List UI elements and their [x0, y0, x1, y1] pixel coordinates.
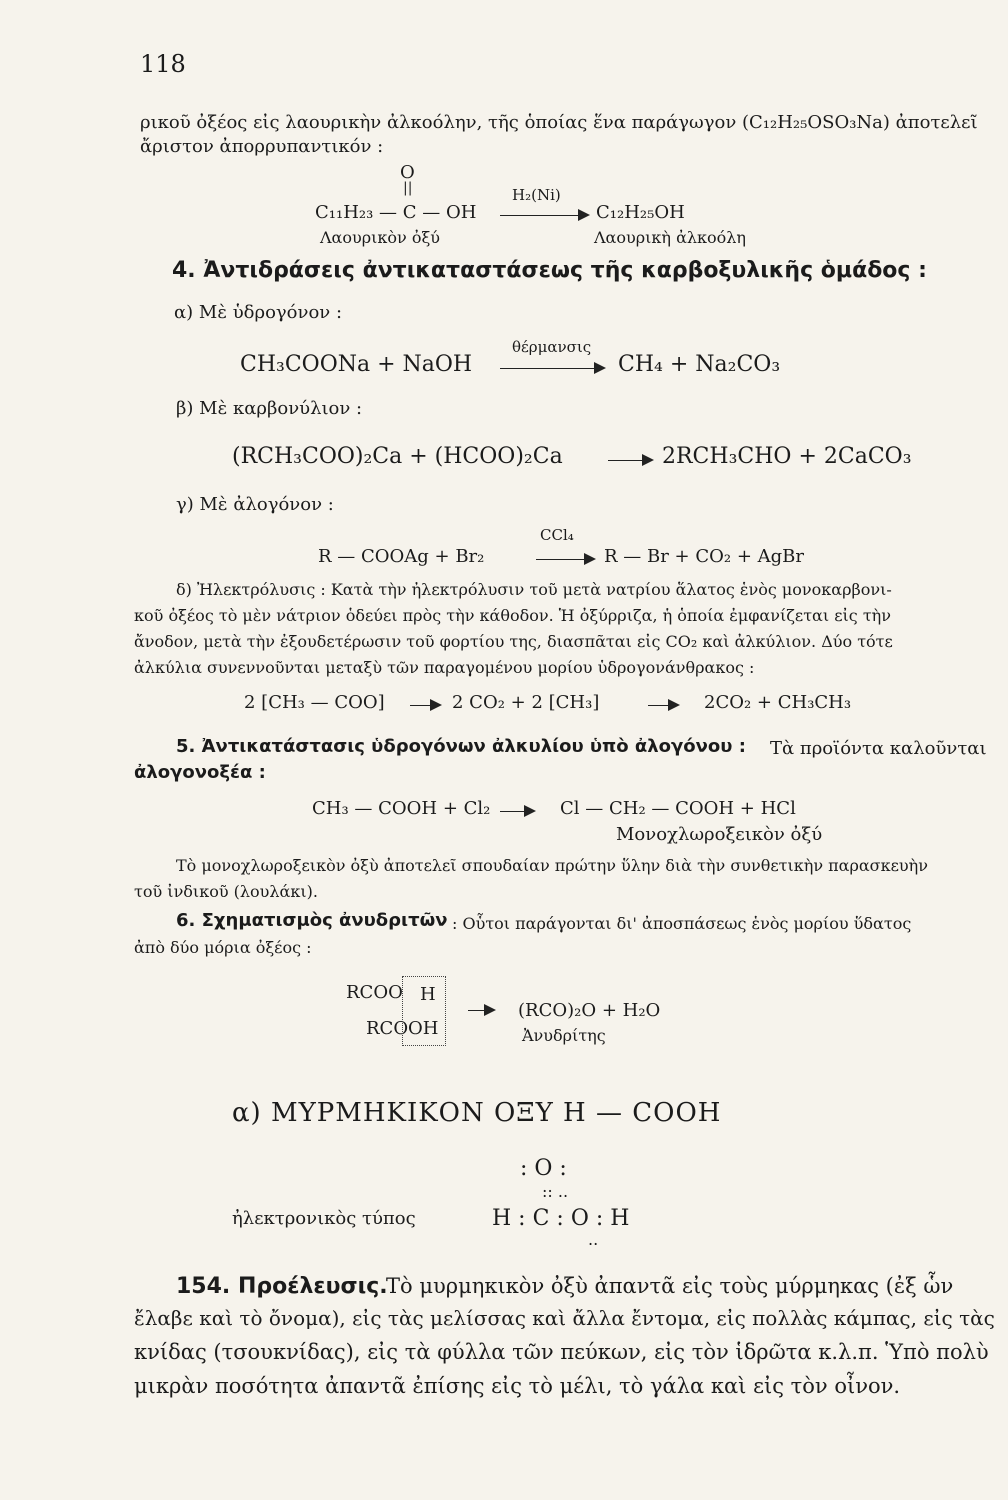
- section-4g-condition: CCl₄: [540, 526, 574, 544]
- section-5-paragraph-line-2: τοῦ ἰνδικοῦ (λουλάκι).: [134, 882, 318, 901]
- section-4d-eq-mid: 2 CO₂ + 2 [CH₃]: [452, 692, 600, 713]
- section-4a-arrow-line: [500, 368, 596, 369]
- lauric-arrow-line: [500, 215, 580, 216]
- section-4g-right: R — Br + CO₂ + AgBr: [604, 546, 804, 567]
- section-4d-arrow-2-line: [648, 705, 670, 706]
- lauric-double-bond: ||: [403, 180, 413, 196]
- section-4a-label: α) Μὲ ὑδρογόνον :: [174, 302, 343, 323]
- section-4g-arrow-line: [536, 559, 586, 560]
- section-5-eq-left: CH₃ — COOH + Cl₂: [312, 798, 491, 819]
- section-4g-left: R — COOAg + Br₂: [318, 546, 485, 567]
- section-5-line-2: ἀλογονοξέα :: [134, 762, 266, 783]
- section-4b-right: 2RCH₃CHO + 2CaCO₃: [662, 444, 912, 469]
- anhydride-removed-h: H: [420, 984, 436, 1005]
- lauric-catalyst: H₂(Ni): [512, 186, 561, 204]
- section-6-rest: : Οὗτοι παράγονται δι' ἀποσπάσεως ἑνὸς μορίου ὕδατος: [452, 914, 912, 933]
- section-4a-left: CH₃COONa + NaOH: [240, 352, 473, 377]
- anhydride-product-name: Ἀνυδρίτης: [522, 1026, 606, 1045]
- page-number: 118: [140, 50, 186, 78]
- lewis-label: ἠλεκτρονικὸς τύπος: [232, 1208, 416, 1229]
- section-154-line-1: Τὸ μυρμηκικὸν ὀξὺ ἀπαντᾶ εἰς τοὺς μύρμηκας (ἐξ ὧν: [386, 1274, 954, 1298]
- lauric-reactant: C₁₁H₂₃ — C — OH: [315, 202, 477, 223]
- lauric-arrow-head: [578, 209, 590, 221]
- section-5-eq-right: Cl — CH₂ — COOH + HCl: [560, 798, 796, 819]
- anhydride-reactant-1: RCOO: [346, 982, 403, 1003]
- section-5-product-name: Μονοχλωροξεικὸν ὀξύ: [616, 824, 823, 845]
- section-154-title: 154. Προέλευσις.: [176, 1274, 388, 1299]
- lewis-top-oxygen: : O :: [520, 1156, 567, 1181]
- section-4d-arrow-2-head: [668, 699, 680, 711]
- section-4a-right: CH₄ + Na₂CO₃: [618, 352, 781, 377]
- section-5-title: 5. Ἀντικατάστασις ὑδρογόνων ἀλκυλίου ὑπὸ ἀλογόνου :: [176, 736, 746, 757]
- lauric-reactant-name: Λαουρικὸν ὀξύ: [320, 228, 441, 247]
- section-154-line-4: μικρὰν ποσότητα ἀπαντᾶ ἐπίσης εἰς τὸ μέλι, τὸ γάλα καὶ εἰς τὸν οἶνον.: [134, 1374, 901, 1398]
- lewis-bottom-dots: ..: [588, 1230, 599, 1249]
- section-6-line-2: ἀπὸ δύο μόρια ὀξέος :: [134, 938, 312, 957]
- lewis-main-formula: H : C : O : H: [492, 1206, 630, 1231]
- section-154-line-2: ἔλαβε καὶ τὸ ὄνομα), εἰς τὰς μελίσσας καὶ ἄλλα ἔντομα, εἰς πολλὰς κάμπας, εἰς τὰς: [134, 1306, 995, 1330]
- section-4d-arrow-1-line: [410, 705, 432, 706]
- lewis-bond-pairs: :: ..: [542, 1182, 569, 1201]
- formic-acid-title: α) ΜΥΡΜΗΚΙΚΟΝ ΟΞΥ Η — COOH: [232, 1098, 722, 1128]
- section-5-paragraph-line-1: Τὸ μονοχλωροξεικὸν ὀξὺ ἀποτελεῖ σπουδαίαν πρώτην ὕλην διὰ τὴν συνθετικὴν παρασκευὴν: [176, 856, 928, 875]
- section-4g-label: γ) Μὲ ἀλογόνον :: [176, 494, 334, 515]
- lauric-oxygen: O: [400, 162, 415, 183]
- section-4d-eq-right: 2CO₂ + CH₃CH₃: [704, 692, 852, 713]
- section-154-line-3: κνίδας (τσουκνίδας), εἰς τὰ φύλλα τῶν πεύκων, εἰς τὸν ἱδρῶτα κ.λ.π. Ὑπὸ πολὺ: [134, 1340, 989, 1364]
- section-4d-line-1: δ) Ἠλεκτρόλυσις : Κατὰ τὴν ἠλεκτρόλυσιν τοῦ μετὰ νατρίου ἅλατος ἑνὸς μονοκαρβονι-: [176, 580, 892, 599]
- anhydride-water-box: [402, 976, 446, 1046]
- intro-line-1: ρικοῦ ὀξέος εἰς λαουρικὴν ἀλκοόλην, τῆς ὁποίας ἕνα παράγωγον (C₁₂H₂₅OSO₃Na) ἀποτελεῖ: [140, 112, 978, 133]
- section-4d-eq-left: 2 [CH₃ — COO]: [244, 692, 385, 713]
- anhydride-product: (RCO)₂O + H₂O: [518, 1000, 661, 1021]
- section-5-arrow-head: [524, 805, 536, 817]
- section-4d-line-3: ἄνοδον, μετὰ τὴν ἐξουδετέρωσιν τοῦ φορτίου της, διασπᾶται εἰς CO₂ καὶ ἀλκύλιον. Δύο τότε: [134, 632, 893, 651]
- section-4d-arrow-1-head: [430, 699, 442, 711]
- section-4g-arrow-head: [584, 553, 596, 565]
- section-4b-label: β) Μὲ καρβονύλιον :: [176, 398, 363, 419]
- section-4b-left: (RCH₃COO)₂Ca + (HCOO)₂Ca: [232, 444, 563, 469]
- anhydride-arrow-head: [484, 1004, 496, 1016]
- lauric-product: C₁₂H₂₅OH: [596, 202, 685, 223]
- section-6-title: 6. Σχηματισμὸς ἀνυδριτῶν: [176, 910, 448, 931]
- section-4a-arrow-head: [594, 362, 606, 374]
- section-4a-condition: θέρμανσις: [512, 338, 592, 356]
- section-4b-arrow-head: [642, 454, 654, 466]
- section-4d-line-4: ἀλκύλια συνεννοῦνται μεταξὺ τῶν παραγομένου μορίου ὑδρογονάνθρακος :: [134, 658, 755, 677]
- section-5-rest: Τὰ προϊόντα καλοῦνται: [770, 738, 987, 759]
- intro-line-2: ἄριστον ἀπορρυπαντικόν :: [140, 136, 384, 157]
- anhydride-removed-oh: OH: [408, 1018, 439, 1039]
- section-4-title: 4. Ἀντιδράσεις ἀντικαταστάσεως τῆς καρβοξυλικῆς ὁμάδος :: [172, 258, 927, 283]
- section-4b-arrow-line: [608, 460, 644, 461]
- section-5-arrow-line: [500, 811, 526, 812]
- section-4d-line-2: κοῦ ὀξέος τὸ μὲν νάτριον ὁδεύει πρὸς τὴν κάθοδον. Ἡ ὀξύρριζα, ἡ ὁποία ἐμφανίζεται εἰς τὴν: [134, 606, 891, 625]
- lauric-product-name: Λαουρικὴ ἀλκοόλη: [594, 228, 747, 247]
- anhydride-reactant-2: RCO: [366, 1018, 409, 1039]
